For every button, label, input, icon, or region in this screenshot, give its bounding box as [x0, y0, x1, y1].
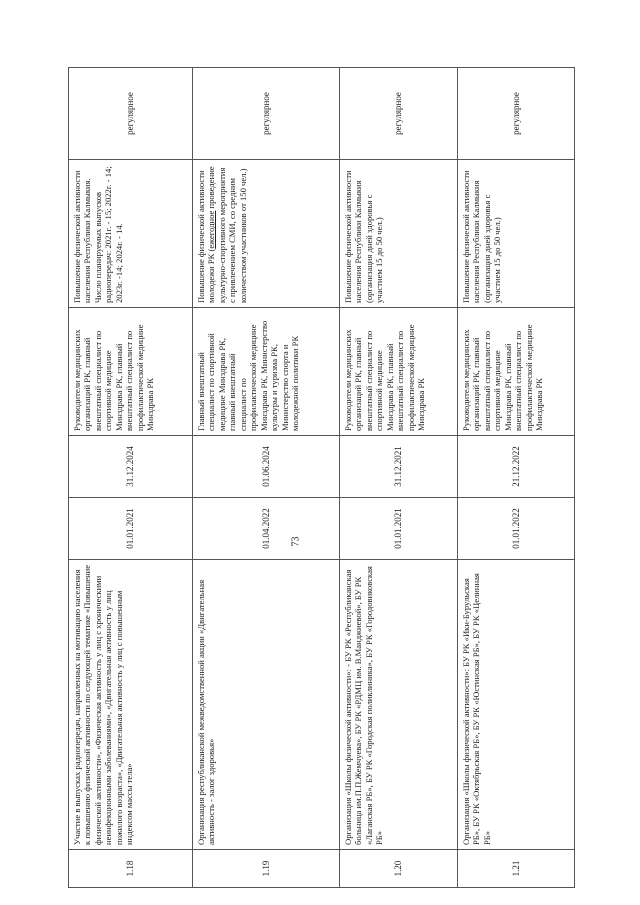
table-row	[458, 68, 575, 888]
event-cell: Организация «Школы физической активности»: БУ РК «Ики-Бурульская РБ», БУ РК «Октябрьская РБ», БУ РК «Юстинская РБ», БУ РК «Целинная РБ»	[458, 560, 575, 850]
row-number: 1.20	[340, 850, 458, 888]
result-cell	[340, 160, 458, 308]
end-date-cell: 31.12.2024	[69, 436, 193, 498]
row-number: 1.19	[193, 850, 340, 888]
table-row	[340, 68, 458, 888]
event-cell: Организация республиканской межведомственной акции «Двигательная активность - залог здоровья»	[193, 560, 340, 850]
result-text: Повышение физической активности молодежи РК (	[196, 170, 217, 303]
frequency-cell: регулярное	[458, 68, 575, 160]
responsible-cell: Руководители медицинских организаций РК, главный внештатный специалист по спортивной медицине Минздрава РК, главный внештатный специалист по профилактической медицине Минздрава РК	[340, 308, 458, 436]
responsible-cell: Главный внештатный специалист по спортивной медицине Минздрава РК, главный внештатный специалист по профилактической медицине Минздрава РК, Министерство культуры и туризма РК, Министерство спорта и молодежной политики РК	[193, 308, 340, 436]
start-date-cell: 01.04.2022	[193, 498, 340, 560]
table-row	[193, 68, 340, 888]
table-row	[69, 68, 193, 888]
result-cell	[193, 160, 340, 308]
frequency-cell: регулярное	[69, 68, 193, 160]
frequency-cell: регулярное	[340, 68, 458, 160]
event-cell: Участие в выпусках радиопередач, направленных на мотивацию населения к повышению физической активности по следующей тематике «Повышение физической активности», «Физическая активность у лиц с хроническими неинфекционными заболеваниями», «Двигательная активность у лиц пожилого возраста», «Двигательная активность у лиц с повышенным индексом массы тела»	[69, 560, 193, 850]
start-date-cell: 01.01.2021	[340, 498, 458, 560]
action-plan-table	[68, 67, 575, 888]
result-text: Повышение физической активности населения Республики Калмыкия. Число планируемых выпусков радиопередач: 2021г. - 15; 2022г. - 14; 2023г. -14; 2024г. - 14.	[72, 166, 124, 303]
result-text: Повышение физической активности населения Республики Калмыкия (организация дней здоровья с участием 15 до 50 чел.)	[461, 170, 503, 303]
frequency-cell: регулярное	[193, 68, 340, 160]
start-date-cell: 01.01.2022	[458, 498, 575, 560]
result-text-after: проведение культурно-спортивного мероприятия с привлечением СМИ, со средним количеством участников от 150 чел.)	[206, 166, 248, 303]
result-text: Повышение физической активности населения Республики Калмыкия (организация дней здоровья с участием 15 до 50 чел.)	[343, 170, 385, 303]
row-number: 1.21	[458, 850, 575, 888]
rotated-table-wrapper	[68, 68, 574, 888]
responsible-cell: Руководители медицинских организаций РК, главный внештатный специалист по спортивной медицине Минздрава РК, главный внештатный специалист по профилактической медицине Минздрава РК	[458, 308, 575, 436]
row-number: 1.18	[69, 850, 193, 888]
responsible-cell: Руководители медицинских организаций РК, главный внештатный специалист по спортивной медицине Минздрава РК, главный внештатный специалист по профилактической медицине Минздрава РК	[69, 308, 193, 436]
result-cell	[69, 160, 193, 308]
end-date-cell: 01.06.2024	[193, 436, 340, 498]
end-date-cell: 31.12.2021	[340, 436, 458, 498]
result-cell	[458, 160, 575, 308]
result-underlined-text: ежегодное	[206, 210, 217, 249]
page-number: 73	[290, 536, 302, 547]
end-date-cell: 21.12.2022	[458, 436, 575, 498]
start-date-cell: 01.01.2021	[69, 498, 193, 560]
event-cell: Организация «Школы физической активности»: - БУ РК «Республиканская больница им.П.П.Жемчуева», БУ РК «РДМЦ им. В.Манджиевой», БУ РК «Лаганская РБ», БУ РК «Городская поликлиника», БУ РК «Городовиковская РБ»	[340, 560, 458, 850]
